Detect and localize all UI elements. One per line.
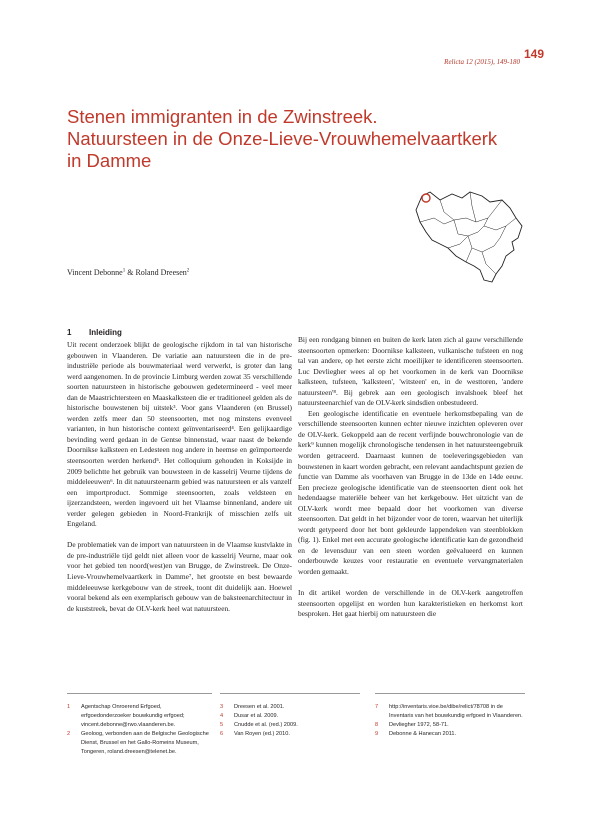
footnote-number: 3 xyxy=(220,704,224,710)
footnote xyxy=(220,712,360,721)
body-column-right xyxy=(298,335,523,630)
section-number: 1 xyxy=(67,328,72,337)
footnote-divider xyxy=(67,693,212,694)
section-heading xyxy=(67,328,292,339)
footnote xyxy=(375,730,525,739)
body-paragraph: In dit artikel worden de verschillende in de OLV-kerk aangetroffen steensoorten opgelijst en worden hun karakteristieken en herkomst kort besproken. Het gaat hierbij om natuursteen die xyxy=(298,588,523,619)
footnote xyxy=(220,730,360,739)
section-title: Inleiding xyxy=(89,328,122,337)
belgium-outline xyxy=(416,192,522,282)
footnote-divider xyxy=(220,693,360,694)
footnote-number: 1 xyxy=(67,704,71,710)
title-line: Stenen immigranten in de Zwinstreek. xyxy=(67,106,378,127)
footnote xyxy=(220,703,360,712)
author-name: Roland Dreesen xyxy=(135,268,187,277)
damme-location-marker xyxy=(422,194,430,202)
footnotes-column xyxy=(220,703,360,739)
footnote xyxy=(375,703,525,721)
footnote-text: Debonne & Hanecan 2011. xyxy=(389,731,457,737)
province-border xyxy=(440,200,502,222)
province-border xyxy=(482,252,496,274)
footnotes-column xyxy=(67,703,212,757)
footnote-number: 5 xyxy=(220,722,224,728)
footnote xyxy=(67,703,212,730)
journal-citation: Relicta 12 (2015), 149-180 xyxy=(444,58,520,66)
footnote-text: Agentschap Onroerend Erfgoed, erfgoedonderzoeker bouwkundig erfgoed; vincent.debonne@rwo.vlaanderen.be. xyxy=(81,704,185,728)
footnote-text: Van Royen (ed.) 2010. xyxy=(234,731,290,737)
province-border xyxy=(448,236,468,248)
footnote xyxy=(220,721,360,730)
page-number: 149 xyxy=(524,47,545,61)
province-border xyxy=(466,248,472,262)
running-header xyxy=(0,51,520,69)
province-border xyxy=(454,218,488,236)
footnote-text: http://inventaris.vioe.be/dibe/relict/78708 in de Inventaris van het bouwkundig erfgoed in Vlaanderen. xyxy=(389,704,523,719)
footnote xyxy=(67,730,212,757)
footnote-number: 9 xyxy=(375,731,379,737)
footnote-text: Dreesen et al. 2001. xyxy=(234,704,285,710)
footnote-text: Dusar et al. 2009. xyxy=(234,713,279,719)
province-border xyxy=(470,192,476,222)
author-line xyxy=(67,268,189,277)
author-name: Vincent Debonne xyxy=(67,268,123,277)
footnote-number: 8 xyxy=(375,722,379,728)
belgium-location-map xyxy=(410,182,532,292)
title-line: in Damme xyxy=(67,150,152,171)
title-line: Natuursteen in de Onze-Lieve-Vrouwhemelvaartkerk xyxy=(67,128,498,149)
author-separator: & xyxy=(125,268,136,277)
footnote-number: 6 xyxy=(220,731,224,737)
footnote-number: 2 xyxy=(67,731,71,737)
footnote xyxy=(375,721,525,730)
province-border xyxy=(468,226,506,252)
province-border xyxy=(420,218,454,224)
footnote-number: 4 xyxy=(220,713,224,719)
body-column-left xyxy=(67,328,292,625)
footnote-ref: 2 xyxy=(186,268,190,274)
footnote-ref: 1 xyxy=(122,268,126,274)
body-paragraph: Een geologische identificatie en eventuele herkomstbepaling van de verschillende steensoorten kunnen echter nieuwe inzichten opleveren over de OLV-kerk. Gekoppeld aan de recent verfijnde bouwchronologie van de kerk⁹ kunnen mogelijk chronologische tendensen in het natuursteengebruik worden getraceerd. Daarnaast kunnen de toeleveringsgebieden van bouwstenen in kaart worden gebracht, een relevant aandachtspunt gezien de functie van Damme als voorhaven van Brugge in de 13de en 14de eeuw. Een precieze geologische identificatie van de steensoorten dient ook het hedendaagse materiële beheer van het kerkgebouw. Het uitzicht van de OLV-kerk wordt mee bepaald door het voorkomen van diverse steensoorten. Dat geldt in het bijzonder voor de toren, waarvan het uiterlijk wordt getypeerd door het bont gekleurde lappendeken van steenblokken (fig. 1). Enkel met een accurate geologische identificatie kan de gezondheid en de levensduur van een steen worden geëvalueerd en kunnen onderbouwde keuzes voor restauratie en eventuele vervangmaterialen worden gemaakt. xyxy=(298,408,523,577)
footnotes-column xyxy=(375,703,525,739)
body-paragraph: Uit recent onderzoek blijkt de geologische rijkdom in tal van historische gebouwen in Vlaanderen. De variatie aan natuursteen die in de pre-industriële periode als bouwmateriaal werd verwerkt, is groter dan lang werd aangenomen. In de provincie Limburg werden zowat 35 verschillende soorten natuursteen in historische gebouwen gedetermineerd - veel meer dan de Maastrichtersteen en Maaskalksteen die er traditioneel gelden als de historische bouwstenen bij uitstek³. Voor gans Vlaanderen (en Brussel) werden zelfs meer dan 50 steensoorten, met nog minstens evenveel varianten, in hun historische context geïnventariseerd⁴. Een gelijkaardige bevinding werd gedaan in de Gentse binnenstad, waar naast de bekende Doornikse kalksteen en Ledesteen nog andere in heemse en geïmporteerde steensoorten werden herkend⁵. Het colloquium gehouden in Koksijde in 2009 belichtte het gebruik van bouwsteen in de kasselrij Veurne tijdens de middeleeuwen⁶. In dit natuursteenarm gebied was natuursteen er als vanzelf een importproduct. Sommige steensoorten, zoals veldsteen en ijzerzandsteen, werden ingevoerd uit het Vlaamse binnenland, andere uit verder gelegen gebieden in Noord-Frankrijk of misschien zelfs uit Engeland. xyxy=(67,340,292,529)
body-paragraph: Bij een rondgang binnen en buiten de kerk laten zich al gauw verschillende steensoorten opmerken: Doornikse kalksteen, vulkanische tufsteen en nog tal van andere, op het eerste zicht moeilijker te identificeren steensoorten. Luc Devliegher wees al op het voorkomen in de kerk van Doornikse kalksteen, tufsteen, 'kalksteen', 'witsteen' en, in de westtoren, 'andere natuursteen'⁸. Bij gebrek aan een geologisch invalshoek bleef het natuursteenarchief van de OLV-kerk sindsdien onbestudeerd. xyxy=(298,335,523,408)
body-paragraph: De problematiek van de import van natuursteen in de Vlaamse kustvlakte in de pre-industriële tijd geldt niet alleen voor de kasselrij Veurne, maar ook voor het gebied ten noord(west)en van Brugge, de Zwinstreek. De Onze-Lieve-Vrouwhemelvaartkerk in Damme⁷, het grootste en best bewaarde middeleeuwse kerkgebouw van de streek, toont dit duidelijk aan. Hoewel vooral bekend als een exemplarisch gebouw van de baksteenarchitectuur in de kuststreek, bevat de OLV-kerk heel wat natuursteen. xyxy=(67,540,292,613)
footnote-divider xyxy=(375,693,525,694)
footnote-text: Geoloog, verbonden aan de Belgische Geologische Dienst, Brussel en het Gallo-Romeins Museum, Tongeren, roland.dreesen@telenet.be. xyxy=(81,731,209,755)
province-border xyxy=(484,218,516,230)
footnote-number: 7 xyxy=(375,704,379,710)
article-title xyxy=(67,106,507,172)
footnote-text: Cnudde et al. (red.) 2009. xyxy=(234,722,298,728)
footnote-text: Devliegher 1972, 58-71. xyxy=(389,722,449,728)
